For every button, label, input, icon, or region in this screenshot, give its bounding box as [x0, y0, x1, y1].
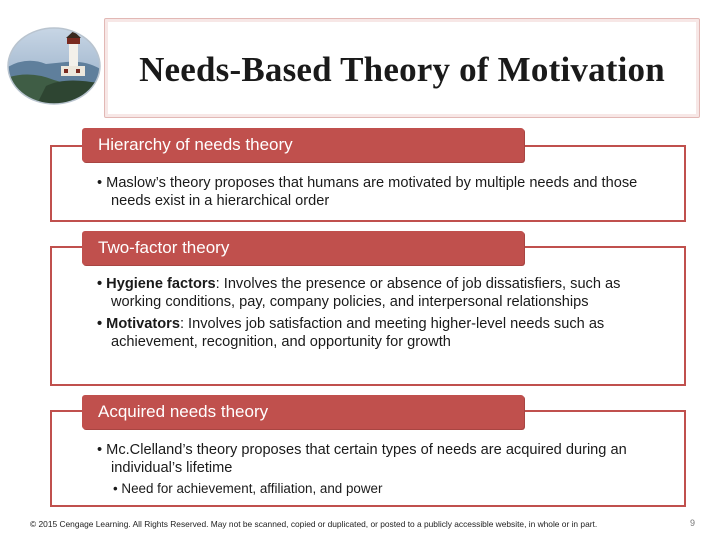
section-header-hierarchy: Hierarchy of needs theory	[82, 128, 524, 162]
bullet-motivators-text: : Involves job satisfaction and meeting higher-level needs such as achievement, recognition, and opportunity for growth	[111, 316, 605, 350]
lighthouse-logo	[6, 26, 102, 106]
section-body-two-factor	[97, 275, 657, 351]
sub-bullet-needs: • Need for achievement, affiliation, and power	[113, 481, 383, 496]
bullet-hygiene	[97, 275, 657, 311]
section-header-acquired: Acquired needs theory	[82, 395, 524, 429]
bullet-hygiene-lead: • Hygiene factors	[97, 276, 216, 292]
section-body-acquired	[97, 441, 657, 477]
bullet-mcclelland: • Mc.Clelland’s theory proposes that certain types of needs are acquired during an individual’s lifetime	[97, 442, 627, 476]
bullet-motivators	[97, 315, 657, 351]
bullet-hygiene-text: : Involves the presence or absence of job dissatisfiers, such as working conditions, pay, company policies, and interpersonal relationships	[111, 276, 621, 310]
page-number: 9	[690, 518, 696, 528]
section-body-hierarchy	[97, 174, 657, 210]
bullet-maslow: • Maslow’s theory proposes that humans are motivated by multiple needs and those needs exist in a hierarchical order	[97, 175, 638, 209]
title-box	[104, 18, 700, 118]
bullet-motivators-lead: • Motivators	[97, 316, 180, 332]
copyright-footer: © 2015 Cengage Learning. All Rights Reserved. May not be scanned, copied or duplicated, or posted to a publicly accessible website, in whole or in part.	[30, 519, 598, 529]
slide-title: Needs-Based Theory of Motivation	[139, 50, 665, 89]
section-header-two-factor: Two-factor theory	[82, 231, 524, 265]
